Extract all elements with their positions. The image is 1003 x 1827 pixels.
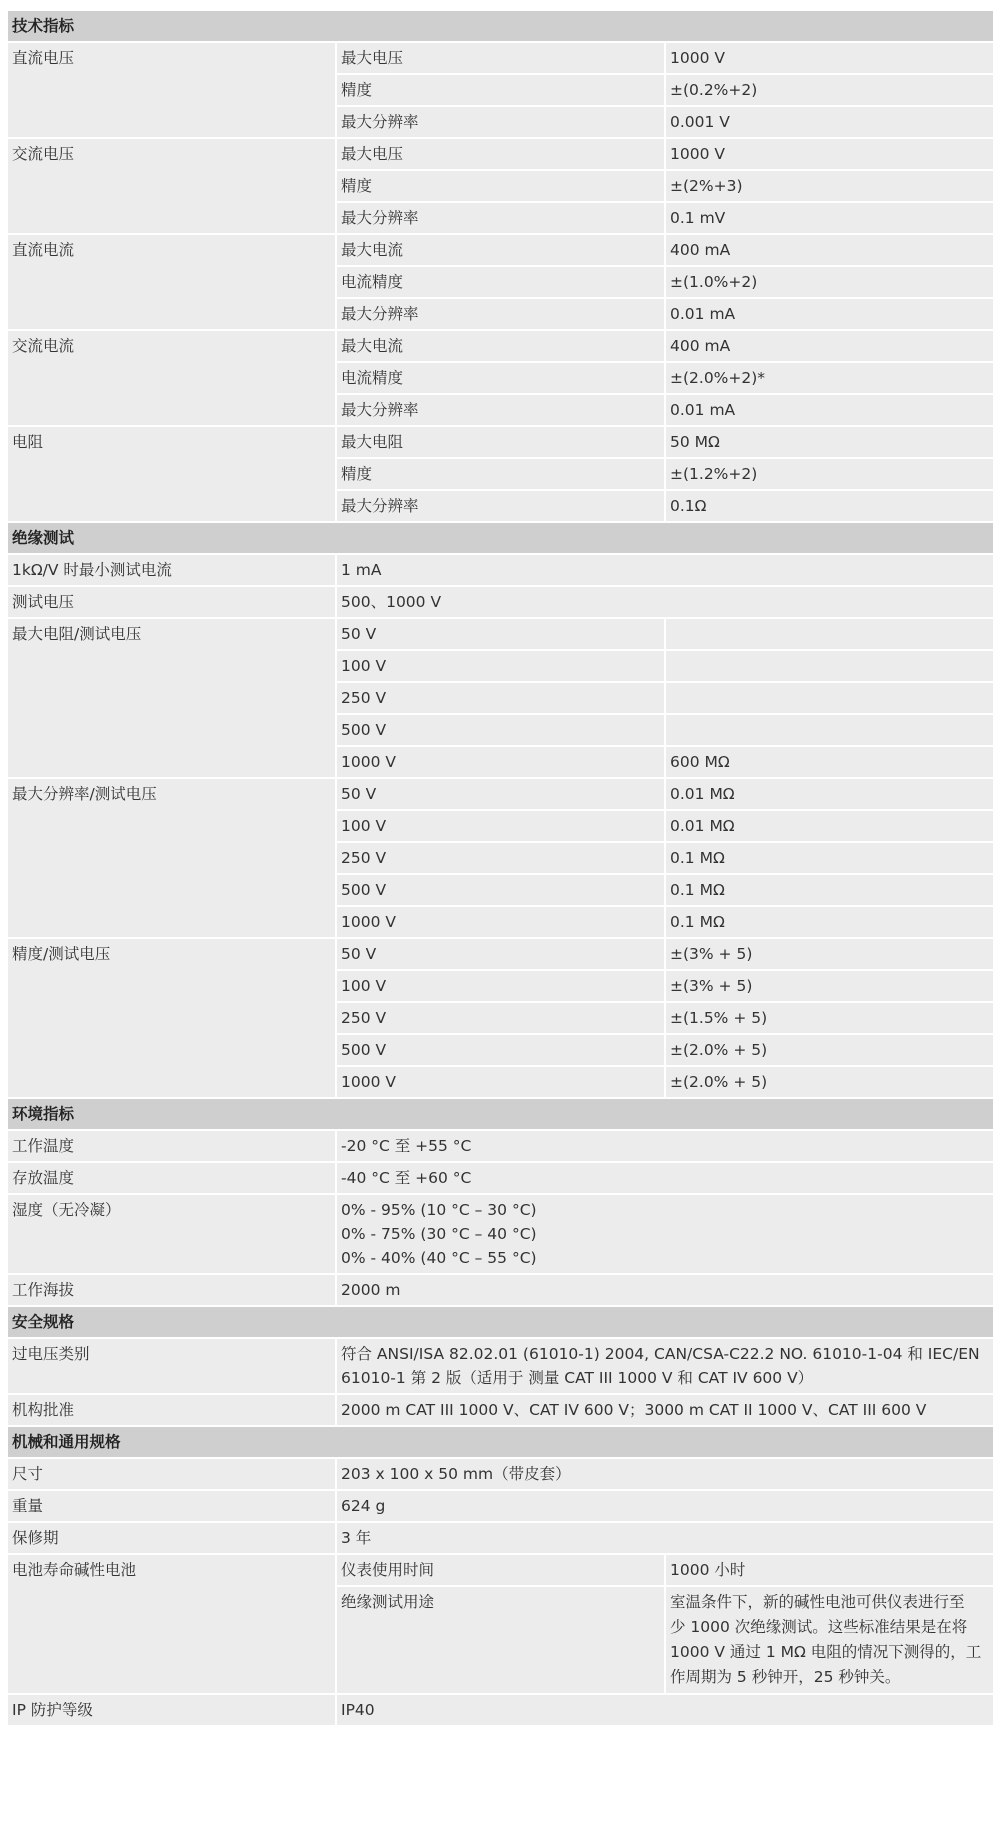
text-line: 61010-1 第 2 版（适用于 测量 CAT III 1000 V 和 CAT IV 600 V）: [341, 1369, 814, 1387]
table-row: [7, 1394, 994, 1426]
table-row: [7, 586, 994, 618]
param-label: 过电压类别: [7, 1338, 336, 1394]
param-value: 1000 V: [665, 42, 994, 74]
param-value: 0.01 mA: [665, 394, 994, 426]
param-value: 203 x 100 x 50 mm（带皮套）: [336, 1458, 994, 1490]
param-label: 最大电压: [336, 138, 665, 170]
voltage-label: 1000 V: [336, 1066, 665, 1098]
param-label: 保修期: [7, 1522, 336, 1554]
param-label: 精度: [336, 74, 665, 106]
param-value: 0.1 MΩ: [665, 842, 994, 874]
param-value: 0.001 V: [665, 106, 994, 138]
table-row: [7, 618, 994, 650]
param-label: 最大分辨率: [336, 394, 665, 426]
table-row: [7, 1458, 994, 1490]
voltage-label: 250 V: [336, 1002, 665, 1034]
voltage-label: 50 V: [336, 938, 665, 970]
param-label: 最大电流: [336, 330, 665, 362]
voltage-label: 250 V: [336, 682, 665, 714]
param-label: 存放温度: [7, 1162, 336, 1194]
param-label: 最大电流: [336, 234, 665, 266]
group-label: 精度/测试电压: [7, 938, 336, 1098]
section-header-tech: [7, 10, 994, 42]
table-row: [7, 426, 994, 458]
param-value: 400 mA: [665, 330, 994, 362]
voltage-label: 500 V: [336, 1034, 665, 1066]
param-value: [665, 618, 994, 650]
param-value: 1 mA: [336, 554, 994, 586]
param-label: 精度: [336, 170, 665, 202]
param-label: 测试电压: [7, 586, 336, 618]
param-label: 湿度（无冷凝）: [7, 1194, 336, 1274]
param-label: 最大电压: [336, 42, 665, 74]
section-header-safety: [7, 1306, 994, 1338]
table-row: [7, 938, 994, 970]
voltage-label: 250 V: [336, 842, 665, 874]
param-value: [665, 1586, 994, 1694]
section-title: 安全规格: [7, 1306, 994, 1338]
param-label: 电流精度: [336, 266, 665, 298]
table-row: [7, 1130, 994, 1162]
voltage-label: 100 V: [336, 970, 665, 1002]
section-header-mech: [7, 1426, 994, 1458]
param-value: 0.01 mA: [665, 298, 994, 330]
param-value: 3 年: [336, 1522, 994, 1554]
section-title: 技术指标: [7, 10, 994, 42]
table-row: [7, 1522, 994, 1554]
param-value: 1000 小时: [665, 1554, 994, 1586]
param-label: IP 防护等级: [7, 1694, 336, 1726]
table-row: [7, 778, 994, 810]
param-value: ±(2%+3): [665, 170, 994, 202]
text-line: 室温条件下，新的碱性电池可供仪表进行至: [670, 1593, 965, 1611]
table-row: [7, 330, 994, 362]
param-value: ±(1.0%+2): [665, 266, 994, 298]
voltage-label: 50 V: [336, 618, 665, 650]
param-value: 600 MΩ: [665, 746, 994, 778]
table-row: [7, 1694, 994, 1726]
voltage-label: 500 V: [336, 714, 665, 746]
table-row: [7, 1194, 994, 1274]
param-label: 最大分辨率: [336, 202, 665, 234]
param-value: [336, 1194, 994, 1274]
voltage-label: 50 V: [336, 778, 665, 810]
param-value: 50 MΩ: [665, 426, 994, 458]
voltage-label: 100 V: [336, 650, 665, 682]
param-value: -40 °C 至 +60 °C: [336, 1162, 994, 1194]
param-value: 0.01 MΩ: [665, 778, 994, 810]
group-label: 电阻: [7, 426, 336, 522]
param-value: ±(3% + 5): [665, 970, 994, 1002]
text-line: 0% - 40% (40 °C – 55 °C): [341, 1249, 537, 1267]
param-value: [336, 1338, 994, 1394]
section-title: 环境指标: [7, 1098, 994, 1130]
param-value: [665, 682, 994, 714]
param-label: 最大分辨率: [336, 298, 665, 330]
table-row: [7, 554, 994, 586]
section-title: 绝缘测试: [7, 522, 994, 554]
voltage-label: 1000 V: [336, 746, 665, 778]
voltage-label: 1000 V: [336, 906, 665, 938]
voltage-label: 500 V: [336, 874, 665, 906]
param-value: 500、1000 V: [336, 586, 994, 618]
param-value: 400 mA: [665, 234, 994, 266]
table-row: [7, 1490, 994, 1522]
param-value: 624 g: [336, 1490, 994, 1522]
param-label: 重量: [7, 1490, 336, 1522]
param-value: 0.1Ω: [665, 490, 994, 522]
section-title: 机械和通用规格: [7, 1426, 994, 1458]
group-label: 直流电流: [7, 234, 336, 330]
param-value: 0.1 MΩ: [665, 874, 994, 906]
text-line: 0% - 75% (30 °C – 40 °C): [341, 1225, 537, 1243]
param-value: 0.01 MΩ: [665, 810, 994, 842]
group-label: 电池寿命碱性电池: [7, 1554, 336, 1694]
spec-table: [6, 9, 995, 1727]
group-label: 交流电流: [7, 330, 336, 426]
param-value: ±(1.5% + 5): [665, 1002, 994, 1034]
text-line: 作周期为 5 秒钟开，25 秒钟关。: [670, 1668, 901, 1686]
param-value: ±(1.2%+2): [665, 458, 994, 490]
text-line: 符合 ANSI/ISA 82.02.01 (61010-1) 2004, CAN/CSA-C22.2 NO. 61010-1-04 和 IEC/EN: [341, 1345, 980, 1363]
table-row: [7, 138, 994, 170]
param-label: 电流精度: [336, 362, 665, 394]
text-line: 少 1000 次绝缘测试。这些标准结果是在将: [670, 1618, 968, 1636]
param-value: ±(0.2%+2): [665, 74, 994, 106]
param-value: ±(3% + 5): [665, 938, 994, 970]
table-row: [7, 42, 994, 74]
section-header-env: [7, 1098, 994, 1130]
table-row: [7, 1338, 994, 1394]
param-label: 精度: [336, 458, 665, 490]
text-line: 1000 V 通过 1 MΩ 电阻的情况下测得的，工: [670, 1643, 982, 1661]
table-row: [7, 1274, 994, 1306]
param-value: 1000 V: [665, 138, 994, 170]
param-value: [665, 650, 994, 682]
table-row: [7, 1554, 994, 1586]
param-label: 工作温度: [7, 1130, 336, 1162]
param-value: IP40: [336, 1694, 994, 1726]
param-label: 尺寸: [7, 1458, 336, 1490]
param-label: 最大分辨率: [336, 490, 665, 522]
table-row: [7, 1162, 994, 1194]
param-value: 0.1 MΩ: [665, 906, 994, 938]
text-line: 0% - 95% (10 °C – 30 °C): [341, 1201, 537, 1219]
param-value: [665, 714, 994, 746]
param-value: ±(2.0% + 5): [665, 1034, 994, 1066]
group-label: 交流电压: [7, 138, 336, 234]
param-label: 最大分辨率: [336, 106, 665, 138]
param-value: 2000 m: [336, 1274, 994, 1306]
param-value: 0.1 mV: [665, 202, 994, 234]
param-label: 最大电阻: [336, 426, 665, 458]
table-row: [7, 234, 994, 266]
param-label: 1kΩ/V 时最小测试电流: [7, 554, 336, 586]
param-value: 2000 m CAT III 1000 V、CAT IV 600 V；3000 m CAT II 1000 V、CAT III 600 V: [336, 1394, 994, 1426]
param-value: ±(2.0%+2)*: [665, 362, 994, 394]
section-header-insulation: [7, 522, 994, 554]
param-value: ±(2.0% + 5): [665, 1066, 994, 1098]
group-label: 最大分辨率/测试电压: [7, 778, 336, 938]
param-value: -20 °C 至 +55 °C: [336, 1130, 994, 1162]
param-label: 机构批准: [7, 1394, 336, 1426]
group-label: 直流电压: [7, 42, 336, 138]
param-label: 仪表使用时间: [336, 1554, 665, 1586]
param-label: 绝缘测试用途: [336, 1586, 665, 1694]
param-label: 工作海拔: [7, 1274, 336, 1306]
group-label: 最大电阻/测试电压: [7, 618, 336, 778]
voltage-label: 100 V: [336, 810, 665, 842]
